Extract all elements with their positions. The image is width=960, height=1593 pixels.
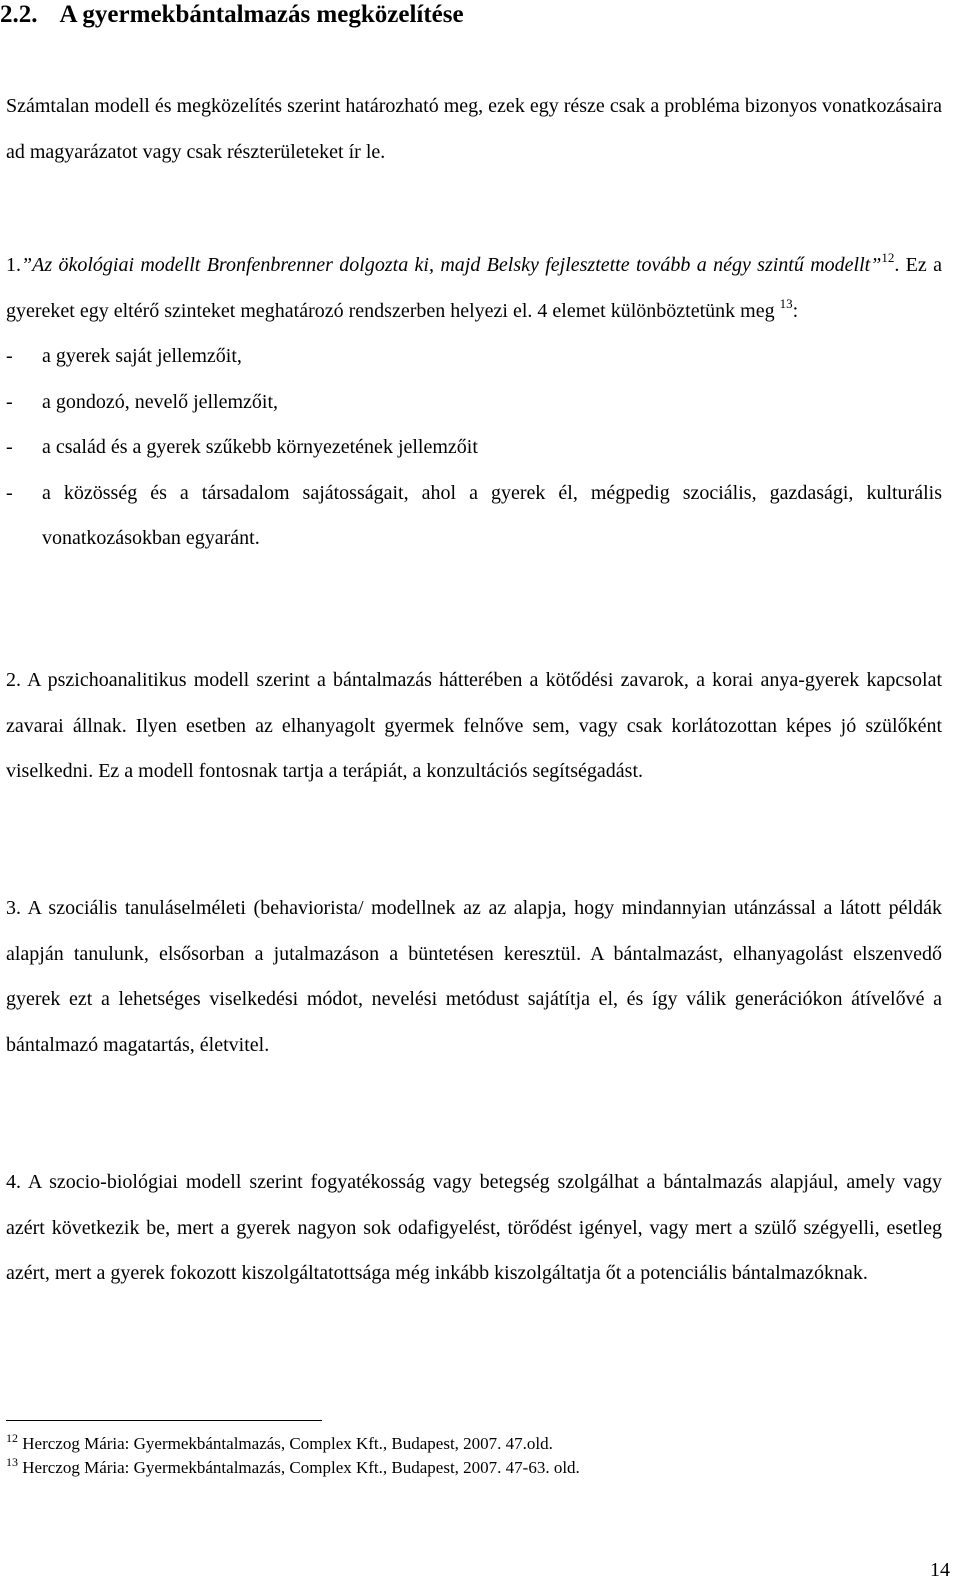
footnote-separator xyxy=(6,1420,322,1421)
list-dash: - xyxy=(6,390,13,413)
footnote-text: Herczog Mária: Gyermekbántalmazás, Complex Kft., Budapest, 2007. 47-63. old. xyxy=(18,1458,580,1477)
model1-quote: ”Az ökológiai modellt Bronfenbrenner dolgozta ki, majd Belsky fejlesztette tovább a négy szintű modellt” xyxy=(21,254,882,276)
list-item xyxy=(6,471,942,562)
list-item xyxy=(6,425,942,471)
intro-paragraph: Számtalan modell és megközelítés szerint határozható meg, ezek egy része csak a probléma bizonyos vonatkozásaira ad magyarázatot vagy csak részterületeket ír le. xyxy=(6,95,942,163)
footnote-ref-13[interactable]: 13 xyxy=(779,295,793,311)
footnote-13 xyxy=(6,1456,580,1480)
model1-text-b: : xyxy=(792,299,799,322)
section-heading xyxy=(0,0,464,30)
section-title: A gyermekbántalmazás megközelítése xyxy=(59,1,464,28)
list-item-text: a közösség és a társadalom sajátosságait, ahol a gyerek él, mégpedig szociális, gazdasági, kulturális vonatkozásokban egyaránt. xyxy=(42,481,942,549)
footnote-12 xyxy=(6,1432,580,1456)
list-item xyxy=(6,380,942,426)
footnote-number: 12 xyxy=(6,1431,18,1445)
list-item xyxy=(6,334,942,380)
model2-paragraph: 2. A pszichoanalitikus modell szerint a bántalmazás hátterében a kötődési zavarok, a korai anya-gyerek kapcsolat zavarai állnak. Ilyen esetben az elhanyagolt gyermek felnőve sem, vagy csak korlátozottan képes jó szülőként viselkedni. Ez a modell fontosnak tartja a terápiát, a konzultációs segítségadást. xyxy=(6,669,942,782)
page-number: 14 xyxy=(930,1559,950,1581)
model1-text xyxy=(6,243,942,334)
footnote-text: Herczog Mária: Gyermekbántalmazás, Complex Kft., Budapest, 2007. 47.old. xyxy=(18,1434,553,1453)
list-item-text: a gyerek saját jellemzőit, xyxy=(42,345,242,367)
list-item-text: a gondozó, nevelő jellemzőit, xyxy=(42,390,279,413)
model4-paragraph: 4. A szocio-biológiai modell szerint fogyatékosság vagy betegség szolgálhat a bántalmazás alapjául, amely vagy azért következik be, mert a gyerek nagyon sok odafigyelést, törődést igényel, vagy mert a szülő szégyelli, esetleg azért, mert a gyerek fokozott kiszolgáltatottsága még inkább kiszolgáltatja őt a potenciális bántalmazóknak. xyxy=(6,1171,942,1284)
model1-text-a: . Ez a gyereket egy eltérő szinteket meghatározó rendszerben helyezi el. 4 elemet különböztetünk meg xyxy=(6,254,942,322)
footnote-number: 13 xyxy=(6,1455,18,1469)
list-item-text: a család és a gyerek szűkebb környezetének jellemzőit xyxy=(42,436,478,458)
list-dash: - xyxy=(6,481,13,504)
section-number: 2.2. xyxy=(0,1,38,28)
footnotes xyxy=(6,1432,580,1480)
footnote-ref-12[interactable]: 12 xyxy=(881,250,895,265)
model1-lead: 1. xyxy=(6,254,21,276)
model1-paragraph xyxy=(6,243,942,562)
list-dash: - xyxy=(6,345,13,367)
list-dash: - xyxy=(6,436,13,458)
model3-paragraph: 3. A szociális tanuláselméleti (behaviorista/ modellnek az az alapja, hogy mindannyian utánzással a látott példák alapján tanulunk, elsősorban a jutalmazáson a büntetésen keresztül. A bántalmazást, elhanyagolást elszenvedő gyerek ezt a lehetséges viselkedési módot, nevelési metódust sajátítja el, és így válik generációkon átívelővé a bántalmazó magatartás, életvitel. xyxy=(6,897,942,1056)
